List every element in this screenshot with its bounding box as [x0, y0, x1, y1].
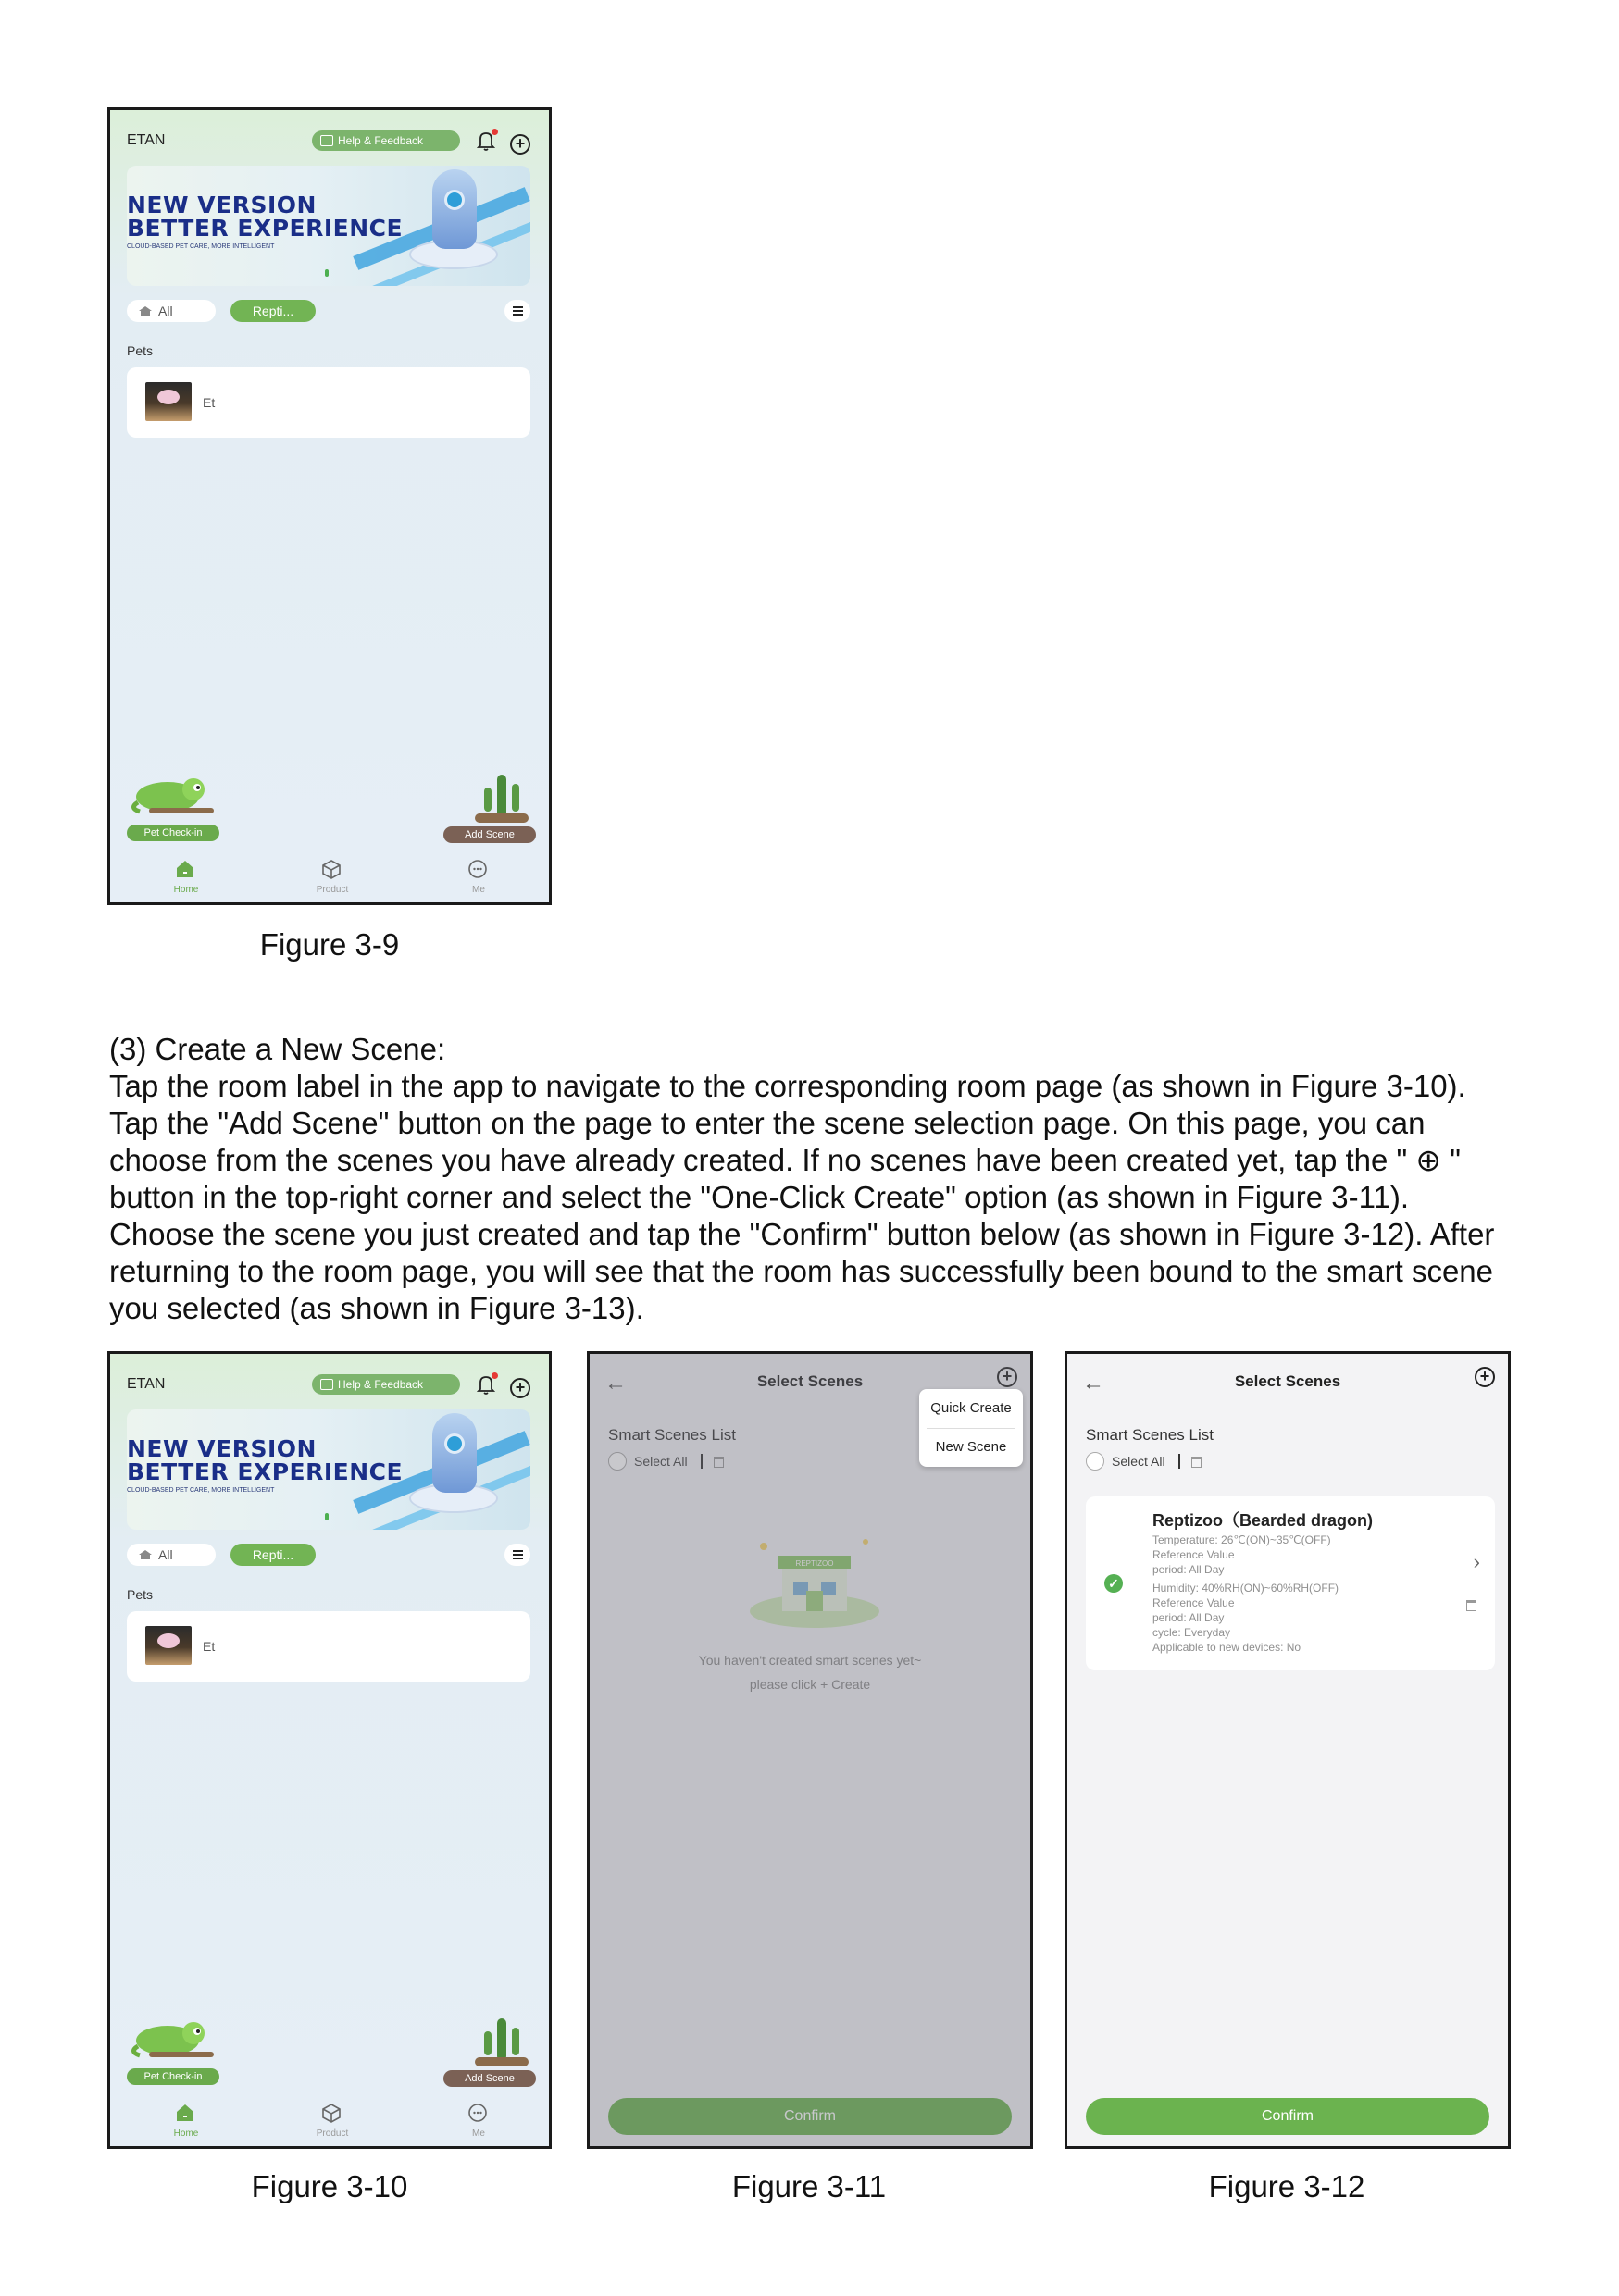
select-all-label: Select All [1112, 1454, 1165, 1469]
pets-section-label: Pets [127, 343, 154, 358]
scene-detail-line: Reference Value [1152, 1596, 1235, 1609]
scene-detail-line: period: All Day [1152, 1611, 1225, 1624]
confirm-button[interactable]: Confirm [1086, 2098, 1489, 2135]
promo-banner[interactable] [127, 1409, 530, 1530]
pet-checkin-button[interactable]: Pet Check-in [127, 825, 219, 841]
face-icon [467, 859, 488, 879]
figure-3-10-home-screen [107, 1351, 552, 2149]
pet-card[interactable] [127, 1611, 530, 1682]
pet-name: Et [203, 1639, 216, 1654]
tab-me[interactable] [442, 885, 516, 895]
rocket-window [444, 190, 465, 210]
figure-3-11-caption: Figure 3-11 [731, 2169, 887, 2203]
banner-line-2: BETTER EXPERIENCE [127, 1458, 404, 1485]
text-line: Tap the "Add Scene" button on the page to enter the scene selection page. On this page, you can [109, 1106, 1426, 1140]
menu-item-quick-create[interactable]: Quick Create [930, 1400, 1012, 1416]
room-chip-all[interactable] [127, 300, 216, 322]
figure-3-9-caption: Figure 3-9 [259, 927, 400, 962]
banner-indicator [325, 269, 329, 277]
pet-avatar [145, 382, 192, 421]
add-scene-button[interactable]: Add Scene [443, 826, 536, 843]
text-line: you selected (as shown in Figure 3-13). [109, 1291, 644, 1325]
help-feedback-button[interactable] [312, 130, 460, 151]
scene-card[interactable] [1086, 1496, 1495, 1670]
scene-detail-line: Applicable to new devices: No [1152, 1641, 1301, 1654]
figure-3-12-caption: Figure 3-12 [1208, 2169, 1365, 2203]
promo-banner[interactable] [127, 166, 530, 286]
help-feedback-button[interactable] [312, 1374, 460, 1395]
tab-home-label: Home [173, 2128, 199, 2139]
add-circle-icon[interactable]: + [1475, 1367, 1495, 1387]
screen-title: Select Scenes [1234, 1372, 1341, 1390]
screen-title: Select Scenes [756, 1372, 864, 1390]
back-arrow-icon[interactable]: ← [1082, 1371, 1104, 1396]
room-chip-reptile[interactable]: Repti... [230, 1544, 316, 1566]
banner-line-3: CLOUD-BASED PET CARE, MORE INTELLIGENT [127, 1487, 275, 1494]
empty-line-1: You haven't created smart scenes yet~ [698, 1653, 922, 1668]
chip-all-label: All [158, 1547, 173, 1562]
cactus-icon[interactable] [471, 2015, 530, 2068]
home-icon [138, 305, 153, 316]
face-icon [467, 2103, 488, 2123]
tab-product[interactable] [295, 2128, 369, 2139]
box-icon [321, 2103, 342, 2123]
modal-dim-overlay[interactable] [590, 1354, 1030, 2146]
store-sign-text: REPTIZOO [795, 1559, 834, 1568]
add-circle-icon[interactable]: + [997, 1367, 1017, 1387]
chip-all-label: All [158, 304, 173, 318]
help-feedback-label: Help & Feedback [338, 134, 424, 147]
figure-3-9-home-screen [107, 107, 552, 905]
bottom-tab-bar [110, 847, 549, 902]
tab-home[interactable] [149, 2128, 223, 2139]
confirm-button[interactable]: Confirm [608, 2098, 1012, 2135]
edit-icon [320, 1379, 333, 1390]
select-all-checkbox[interactable] [1086, 1452, 1104, 1471]
home-tab-icon [175, 2103, 195, 2123]
tab-home-label: Home [173, 885, 199, 895]
scene-detail-line: Reference Value [1152, 1548, 1235, 1561]
tab-product-label: Product [316, 2128, 349, 2139]
menu-icon[interactable] [504, 300, 530, 322]
chameleon-icon[interactable] [131, 2015, 216, 2061]
text-line: returning to the room page, you will see that the room has successfully been bound to the smart scene [109, 1254, 1494, 1288]
select-all-row[interactable] [1086, 1452, 1202, 1471]
scene-name: Reptizoo（Bearded dragon) [1152, 1511, 1374, 1530]
create-menu-popup [919, 1389, 1023, 1467]
smart-scenes-list-heading: Smart Scenes List [1086, 1426, 1214, 1444]
pet-checkin-button[interactable]: Pet Check-in [127, 2068, 219, 2085]
trash-icon[interactable] [1191, 1457, 1202, 1468]
text-line: choose from the scenes you have already created. If no scenes have been created yet, tap the " ⊕ " [109, 1143, 1461, 1177]
figure-3-10-caption: Figure 3-10 [251, 2169, 408, 2203]
add-circle-icon[interactable]: + [510, 1378, 530, 1398]
add-circle-icon[interactable]: + [510, 134, 530, 155]
banner-line-2: BETTER EXPERIENCE [127, 215, 404, 242]
help-feedback-label: Help & Feedback [338, 1378, 424, 1391]
notification-dot [492, 1372, 498, 1379]
home-tab-icon [175, 859, 195, 879]
text-line: Tap the room label in the app to navigate to the corresponding room page (as shown in Figure 3-10). [109, 1069, 1466, 1103]
scene-detail-line: Humidity: 40%RH(ON)~60%RH(OFF) [1152, 1582, 1339, 1595]
tab-home[interactable] [149, 885, 223, 895]
text-line: button in the top-right corner and select the "One-Click Create" option (as shown in Figure 3-11). [109, 1180, 1410, 1214]
cactus-icon[interactable] [471, 771, 530, 825]
add-scene-button[interactable]: Add Scene [443, 2070, 536, 2087]
room-chip-reptile[interactable]: Repti... [230, 300, 316, 322]
scene-detail-line: Temperature: 26℃(ON)~35℃(OFF) [1152, 1533, 1331, 1546]
tab-me-label: Me [472, 885, 485, 895]
smart-scenes-list-heading: Smart Scenes List [608, 1426, 736, 1444]
section-text [109, 1031, 1535, 1327]
empty-line-2: please click + Create [749, 1677, 871, 1692]
chameleon-icon[interactable] [131, 771, 216, 817]
edit-icon [320, 135, 333, 146]
banner-line-3: CLOUD-BASED PET CARE, MORE INTELLIGENT [127, 243, 275, 250]
tab-product[interactable] [295, 885, 369, 895]
home-icon [138, 1549, 153, 1560]
banner-line-1: NEW VERSION [127, 1435, 317, 1462]
pet-card[interactable] [127, 367, 530, 438]
chevron-right-icon[interactable]: › [1473, 1550, 1480, 1573]
menu-item-new-scene[interactable]: New Scene [935, 1439, 1007, 1455]
banner-line-1: NEW VERSION [127, 192, 317, 218]
figure-3-12-select-scenes-list [1065, 1351, 1511, 2149]
section-heading: (3) Create a New Scene: [109, 1032, 446, 1066]
rocket-window [444, 1433, 465, 1454]
text-line: Choose the scene you just created and tap the "Confirm" button below (as shown in Figure 3-12). After [109, 1217, 1495, 1251]
tab-me-label: Me [472, 2128, 485, 2139]
menu-icon[interactable] [504, 1544, 530, 1566]
scene-detail-line: cycle: Everyday [1152, 1626, 1231, 1639]
banner-indicator [325, 1513, 329, 1520]
bottom-tab-bar [110, 2091, 549, 2146]
trash-icon[interactable] [1466, 1600, 1476, 1611]
notification-dot [492, 129, 498, 135]
box-icon [321, 859, 342, 879]
pet-name: Et [203, 395, 216, 410]
scene-detail-line: period: All Day [1152, 1563, 1225, 1576]
pet-avatar [145, 1626, 192, 1665]
figure-3-11-select-scenes-empty [587, 1351, 1033, 2149]
back-arrow-icon[interactable]: ← [604, 1371, 627, 1396]
scene-selected-check-icon[interactable]: ✓ [1104, 1574, 1123, 1593]
app-name: ETAN [127, 132, 166, 148]
select-all-label: Select All [634, 1454, 688, 1469]
app-name: ETAN [127, 1376, 166, 1392]
pets-section-label: Pets [127, 1587, 154, 1602]
room-chip-all[interactable] [127, 1544, 216, 1566]
tab-me[interactable] [442, 2128, 516, 2139]
tab-product-label: Product [316, 885, 349, 895]
